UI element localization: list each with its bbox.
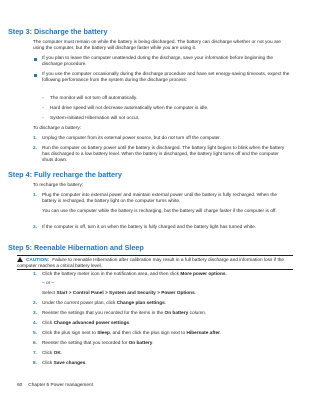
step4-step-1: 1. Plug the computer into external power and maintain external power until the battery is fully recharged. When the battery is recharged, the battery light on the computer turns white. — [33, 193, 277, 205]
step5-alt-path: Select Start > Control Panel > System and Security > Power Options. — [42, 291, 197, 296]
step4-step-2: 2. If the computer is off, turn it on when the battery is fully charged and the battery light has turned white. — [33, 225, 257, 230]
page-footer — [17, 383, 99, 388]
step3-step-2: 2. Run the computer on battery power until the battery is discharged. The battery light begins to blink when the battery has discharged to a low battery level. When the battery is discharged, the battery light turns off and the computer shuts down. — [33, 146, 285, 164]
step3-step-1: 1. Unplug the computer from its external power source, but do not turn off the computer. — [33, 136, 221, 141]
step5-step-4: 4. Click Change advanced power settings. — [33, 321, 131, 326]
step5-step-8: 8. Click Save changes. — [33, 361, 87, 366]
warning-icon — [17, 257, 23, 262]
step5-step-7: 7. Click OK. — [33, 351, 63, 356]
step4-note: You can use the computer while the battery is recharging, but the battery will charge faster if the computer is off. — [42, 209, 277, 214]
step5-heading: Step 5: Reenable Hibernation and Sleep — [8, 243, 144, 252]
step3-intro: The computer must remain on while the battery is being discharged. The battery can discharge whether or not you are using the computer, but the battery will discharge faster while you are using it. — [33, 40, 281, 52]
step5-step-2: 2. Under the current power plan, click Change plan settings. — [33, 301, 167, 306]
chapter-title: Chapter 5 Power management — [28, 383, 93, 388]
step3-bullet-1: If you plan to leave the computer unattended during the discharge, save your information before beginning the discharge procedure. — [33, 56, 291, 68]
step5-step-5: 5. Click the plus sign next to Sleep, and then click the plus sign next to Hibernate after. — [33, 331, 222, 336]
step5-step-6: 6. Reenter the setting that you recorded for On battery. — [33, 341, 154, 346]
step3-sub-item-3: ◦ System-initiated Hibernation will not occur. — [42, 116, 140, 121]
step5-step-3: 3. Reenter the settings that you recorded for the items in the On battery column. — [33, 311, 207, 316]
step3-heading: Step 3: Discharge the battery — [8, 27, 108, 36]
caution-box: CAUTION: Failure to reenable Hibernation after calibration may result in a full battery discharge and information loss if the computer reaches a critical battery level. — [17, 258, 285, 270]
step5-or: – or – — [42, 281, 55, 286]
bullet-marker — [33, 56, 39, 62]
bullet-marker — [33, 72, 39, 78]
page-number: 60 — [17, 383, 23, 388]
caution-bottom-rule — [17, 269, 293, 270]
step3-sub-item-2: ◦ Hard drive speed will not decrease automatically when the computer is idle. — [42, 106, 209, 111]
step4-heading: Step 4: Fully recharge the battery — [8, 170, 122, 179]
step3-bullet-2: If you use the computer occasionally during the discharge procedure and have set energy-saving timeouts, expect the following performance from the system during the discharge process: — [33, 72, 291, 84]
step3-to-discharge: To discharge a battery: — [33, 126, 82, 131]
step3-sub-item-1: ◦ The monitor will not turn off automatically. — [42, 96, 138, 101]
step4-intro: To recharge the battery: — [33, 183, 84, 188]
step5-step-1: 1. Click the battery meter icon in the notification area, and then click More power options. — [33, 272, 227, 277]
